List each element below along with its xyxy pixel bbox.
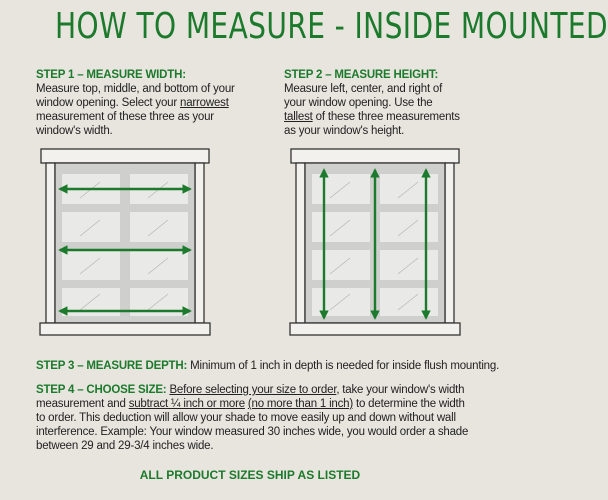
step-4-heading: STEP 4 – CHOOSE SIZE: (36, 384, 167, 396)
step-2-heading: STEP 2 – MEASURE HEIGHT: (284, 69, 439, 81)
step-4-size (36, 383, 476, 453)
step-4-text-c: to determine the width to order. This deduction will allow your shade to move easily up and down without wall interference. Example: Your window measured 30 inches wide, you would order a shade between 29 and 29-3/4 inches wide. (36, 398, 469, 452)
step-4-emphasis-2: subtract ¼ inch or more (128, 398, 245, 410)
step-4-text-a: , take your window's width measurement and (36, 384, 465, 410)
step-1-emphasis: narrowest (180, 97, 229, 109)
step-3-heading: STEP 3 – MEASURE DEPTH: (36, 360, 188, 372)
footer-note: ALL PRODUCT SIZES SHIP AS LISTED (139, 468, 361, 482)
step-3-text: Minimum of 1 inch in depth is needed for inside flush mounting. (187, 360, 500, 372)
height-diagram (290, 148, 462, 338)
step-2-text-b: of these three measurements as your window's height. (284, 111, 460, 137)
page-title: HOW TO MEASURE - INSIDE MOUNTED (55, 6, 608, 47)
step-3-depth (36, 359, 500, 373)
step-1-width (36, 68, 251, 138)
step-4-emphasis-1: Before selecting your size to order (169, 384, 337, 396)
width-diagram (40, 148, 212, 338)
step-1-text-b: measurement of these three as your window's width. (36, 111, 214, 137)
step-2-emphasis: tallest (284, 111, 313, 123)
step-2-text-a: Measure left, center, and right of your window opening. Use the (284, 83, 443, 109)
step-2-height (284, 68, 464, 138)
step-1-text-a: Measure top, middle, and bottom of your window opening. Select your (36, 83, 235, 109)
step-1-heading: STEP 1 – MEASURE WIDTH: (36, 69, 186, 81)
step-4-emphasis-3: (no more than 1 inch) (247, 398, 353, 410)
